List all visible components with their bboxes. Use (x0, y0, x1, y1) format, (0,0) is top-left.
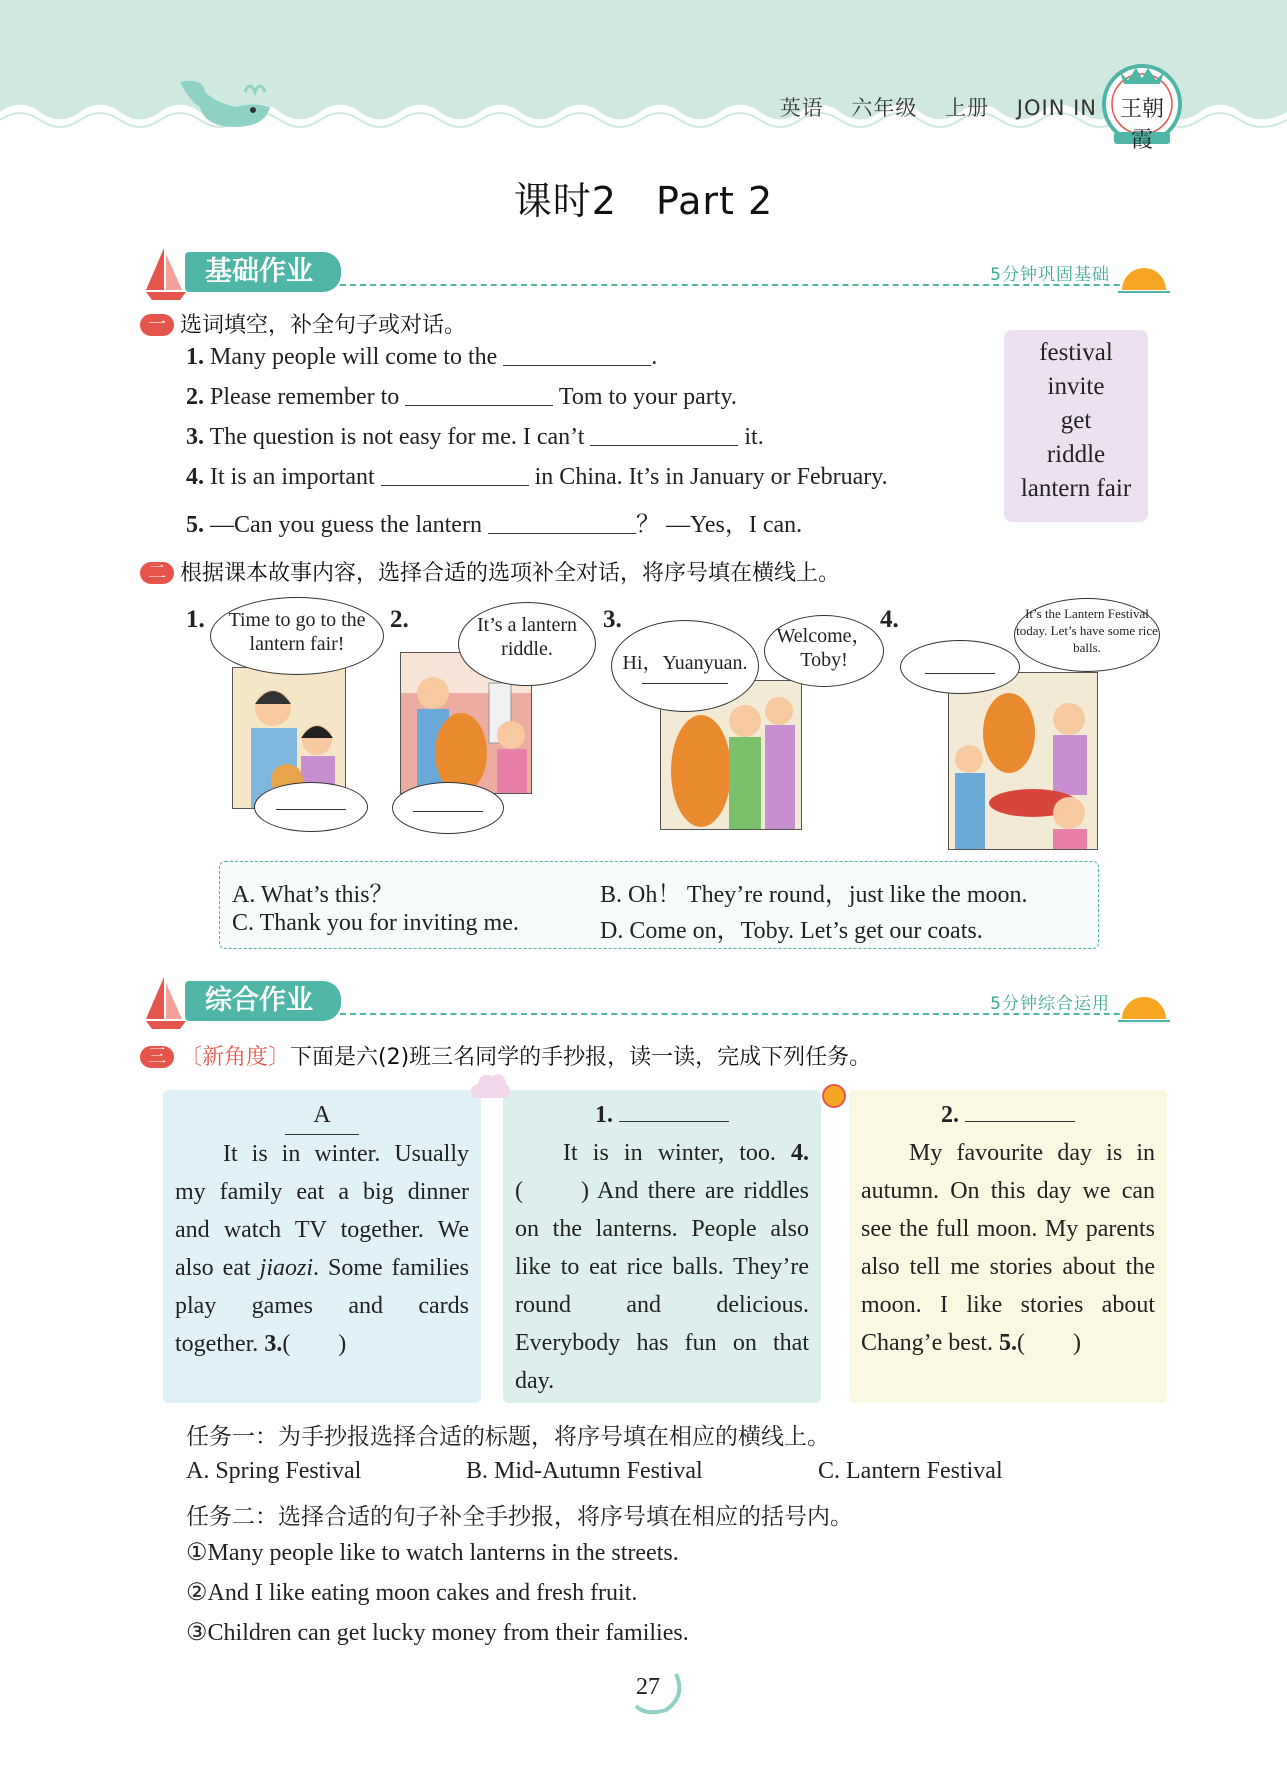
title-blank[interactable] (965, 1101, 1075, 1122)
option-a: A. What’s this？ (232, 882, 394, 908)
answer-bracket[interactable]: ( ) (282, 1331, 347, 1357)
volume: 上册 (945, 96, 990, 120)
text-part: My favourite day is in autumn. On this day we can see the full moon. My parents also tell me stories about the moon. I like stories about Chang’e best. (861, 1140, 1155, 1356)
answer-bubble[interactable] (392, 782, 504, 834)
subject: 英语 (779, 96, 824, 120)
newspaper-1 (503, 1090, 821, 1403)
word-bank-item: riddle (1046, 441, 1106, 468)
q1-item (186, 344, 657, 371)
item-number: 2. (186, 384, 204, 410)
paper-text (849, 1134, 1167, 1362)
paper-title-text: A (285, 1096, 359, 1135)
q1-item (186, 464, 888, 491)
blank-number: 4. (791, 1140, 809, 1166)
paper-title (849, 1096, 1167, 1134)
q2-instruction: 根据课本故事内容，选择合适的选项补全对话，将序号填在横线上。 (180, 561, 841, 586)
page-header (0, 0, 1287, 150)
answer-bracket[interactable]: ( ) (515, 1178, 590, 1204)
blank-number: 5. (998, 1330, 1017, 1356)
series: JOIN IN (1016, 96, 1097, 120)
task1-option: A. Spring Festival (186, 1458, 362, 1484)
answer-blank[interactable] (503, 345, 651, 366)
speech-bubble: It’s a lantern riddle. (458, 602, 596, 686)
q3-instruction: 下面是六(2)班三名同学的手抄报，读一读，完成下列任务。 (290, 1045, 872, 1070)
item-number: 4. (186, 464, 204, 490)
item-text-end: in China. It’s in January or February. (534, 464, 888, 490)
whale-icon (175, 72, 275, 132)
item-text-end: Tom to your party. (558, 384, 737, 410)
italic-word: jiaozi (259, 1255, 313, 1281)
sailboat-icon (140, 973, 190, 1029)
paper-title (163, 1096, 481, 1135)
q1-item (186, 504, 802, 539)
item-number: 1. (186, 344, 204, 370)
task2: 任务二：选择合适的句子补全手抄报，将序号填在相应的括号内。 (186, 1504, 853, 1530)
answer-bubble[interactable] (900, 640, 1020, 694)
paper-title (503, 1096, 821, 1134)
sun-icon (1118, 256, 1170, 296)
q2-heading (140, 556, 840, 587)
word-bank (1004, 330, 1148, 522)
grade: 六年级 (851, 96, 918, 120)
answer-blank[interactable] (590, 425, 738, 446)
item-text: Please remember to (210, 384, 400, 410)
q1-heading (140, 308, 466, 339)
speech-bubble: It’s the Lantern Festival today. Let’s have some rice balls. (1014, 598, 1160, 672)
sailboat-icon (140, 244, 190, 300)
item-number: 5. (186, 512, 204, 538)
lesson-title: 课时2 Part 2 (513, 179, 774, 223)
task1-option: C. Lantern Festival (818, 1458, 1003, 1484)
item-text: It is an important (210, 464, 375, 490)
answer-bubble[interactable] (254, 782, 368, 832)
q3-tag: 〔新角度〕 (180, 1045, 291, 1070)
item-text-end: it. (744, 424, 764, 450)
word-bank-item: lantern fair (1020, 475, 1132, 502)
rice-balls-illustration (949, 673, 1097, 849)
text-part: . Some families play games and cards together. (175, 1255, 469, 1357)
option-b: B. Oh！ They’re round，just like the moon. (600, 882, 1028, 908)
answer-blank[interactable] (642, 683, 728, 684)
task1-option: B. Mid-Autumn Festival (466, 1458, 703, 1484)
speech-bubble: Welcome，Toby! (764, 615, 884, 687)
task1: 任务一：为手抄报选择合适的标题，将序号填在相应的横线上。 (186, 1424, 830, 1450)
item-text: —Can you guess the lantern (210, 512, 482, 538)
q3-number: 三 (140, 1046, 174, 1068)
section1-banner (140, 244, 1180, 300)
comic-panel-4 (948, 672, 1098, 850)
task2-option: ③Children can get lucky money from their families. (186, 1620, 689, 1646)
panel-number: 3. (603, 606, 622, 633)
option-d: D. Come on，Toby. Let’s get our coats. (600, 918, 983, 944)
header-meta (760, 92, 1097, 122)
task2-option: ①Many people like to watch lanterns in the streets. (186, 1540, 679, 1566)
sun-icon (1118, 985, 1170, 1025)
item-text-end: . (651, 344, 658, 370)
item-text-end: ？ —Yes，I can. (635, 512, 803, 538)
newspaper-a (163, 1090, 481, 1403)
panel-number: 4. (880, 606, 899, 633)
answer-blank[interactable] (405, 385, 553, 406)
section2-label: 综合作业 (185, 981, 341, 1021)
title-number: 1. (595, 1102, 613, 1128)
speech-text: Hi，Yuanyuan. (622, 652, 748, 674)
brand-name: 王朝霞 (1119, 96, 1164, 150)
item-text: The question is not easy for me. I can’t (209, 424, 585, 450)
paper-text (503, 1134, 821, 1400)
panel-number: 2. (390, 606, 409, 633)
section2-note: 5分钟综合运用 (990, 994, 1110, 1014)
q1-number: 一 (140, 314, 174, 336)
section1-label: 基础作业 (185, 252, 341, 292)
item-number: 3. (186, 424, 204, 450)
newspaper-2 (849, 1090, 1167, 1403)
title-blank[interactable] (619, 1101, 729, 1122)
cloud-icon (466, 1068, 512, 1108)
title-number: 2. (941, 1102, 959, 1128)
q1-instruction: 选词填空，补全句子或对话。 (180, 313, 467, 338)
word-bank-item: invite (1047, 373, 1105, 400)
word-bank-item: get (1060, 407, 1092, 434)
answer-bracket[interactable]: ( ) (1016, 1330, 1081, 1356)
q3-heading (140, 1040, 871, 1071)
blank-number: 3. (264, 1331, 283, 1357)
text-part: It is in winter, too. (563, 1140, 791, 1166)
q1-item (186, 424, 764, 451)
text-part: And there are riddles on the lanterns. People also like to eat rice balls. They’re round and delicious. Everybody has fun on that day. (515, 1178, 810, 1394)
text-part: It is in winter. Usually my family eat a big dinner and watch TV together. We also eat (175, 1141, 469, 1281)
options-box (219, 861, 1099, 949)
option-c: C. Thank you for inviting me. (232, 910, 519, 936)
speech-bubble: Time to go to the lantern fair! (210, 597, 384, 675)
sun-decoration-icon (814, 1076, 854, 1116)
answer-blank[interactable] (488, 513, 636, 534)
answer-blank[interactable] (381, 465, 529, 486)
section2-banner (140, 973, 1180, 1029)
word-bank-item: festival (1039, 339, 1113, 366)
speech-bubble (611, 620, 759, 712)
page-number: 27 (636, 1674, 660, 1700)
q1-item (186, 384, 737, 411)
paper-text (163, 1135, 481, 1363)
item-text: Many people will come to the (210, 344, 498, 370)
section1-note: 5分钟巩固基础 (990, 265, 1110, 285)
q2-number: 二 (140, 562, 174, 584)
task2-option: ②And I like eating moon cakes and fresh fruit. (186, 1580, 638, 1606)
panel-number: 1. (186, 606, 205, 633)
